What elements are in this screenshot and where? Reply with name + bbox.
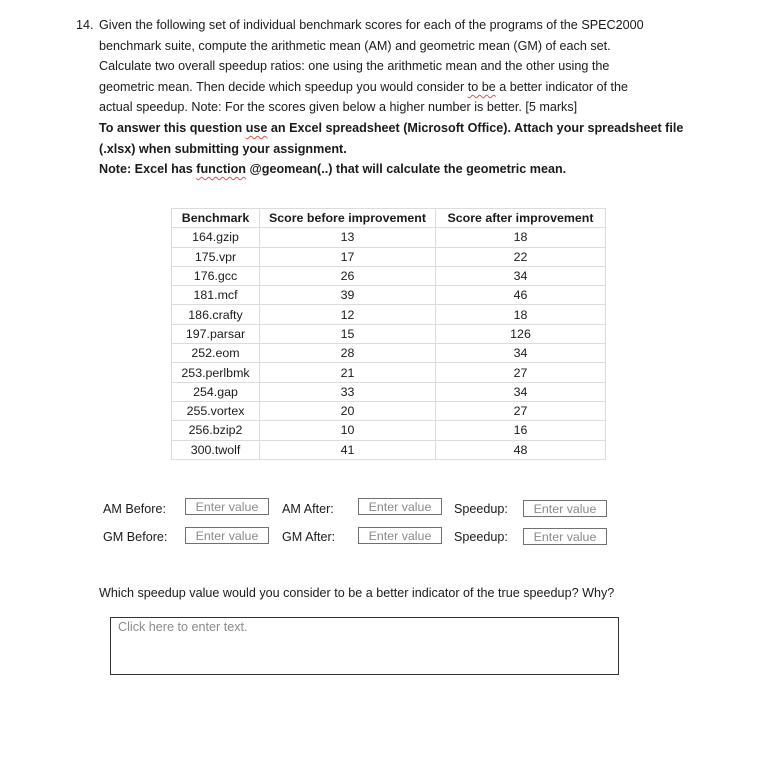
gm-after-input[interactable]: Enter value [358,527,442,544]
table-row [172,266,606,285]
benchmark-cell: 253.perlbmk [172,363,260,382]
score-after-cell: 27 [436,363,606,382]
gm-after-label: GM After: [282,530,336,544]
score-after-cell: 126 [436,324,606,343]
table-row [172,247,606,266]
question-block [76,15,716,180]
benchmark-cell: 197.parsar [172,324,260,343]
column-header-score-before: Score before improvement [260,209,436,228]
table-row [172,324,606,343]
gm-before-input[interactable]: Enter value [185,527,269,544]
score-after-cell: 18 [436,305,606,324]
score-before-cell: 21 [260,363,436,382]
spellcheck-underlined-text: use [245,120,268,135]
benchmark-cell: 164.gzip [172,228,260,247]
question-line: Given the following set of individual benchmark scores for each of the programs of the SPEC2000 [99,18,644,32]
table-row [172,363,606,382]
score-before-cell: 26 [260,266,436,285]
score-before-cell: 41 [260,440,436,459]
table-row [172,305,606,324]
am-speedup-input[interactable]: Enter value [523,500,607,517]
question-text-segment: geometric mean. Then decide which speedup you would consider [99,79,468,94]
answer-textbox[interactable]: Click here to enter text. [110,617,619,675]
gm-before-label: GM Before: [103,530,168,544]
benchmark-cell: 181.mcf [172,286,260,305]
instruction-text-segment: To answer this question [99,120,246,135]
table-header-row [172,209,606,228]
score-before-cell: 39 [260,286,436,305]
score-after-cell: 16 [436,421,606,440]
gm-speedup-input[interactable]: Enter value [523,528,607,545]
benchmark-cell: 175.vpr [172,247,260,266]
column-header-benchmark: Benchmark [172,209,260,228]
benchmark-cell: 254.gap [172,382,260,401]
score-after-cell: 34 [436,344,606,363]
instruction-line [99,118,716,139]
table-row [172,401,606,420]
table-row [172,440,606,459]
follow-up-question: Which speedup value would you consider to be a better indicator of the true speedup? Why? [99,586,615,600]
score-after-cell: 34 [436,382,606,401]
score-before-cell: 33 [260,382,436,401]
table-row [172,421,606,440]
score-before-cell: 17 [260,247,436,266]
gm-speedup-label: Speedup: [454,530,508,544]
score-after-cell: 48 [436,440,606,459]
question-line: benchmark suite, compute the arithmetic mean (AM) and geometric mean (GM) of each set. [99,38,611,53]
benchmark-cell: 256.bzip2 [172,421,260,440]
score-after-cell: 18 [436,228,606,247]
question-number: 14. [76,18,94,32]
am-before-label: AM Before: [103,502,166,516]
question-line [99,77,716,98]
score-after-cell: 22 [436,247,606,266]
am-speedup-label: Speedup: [454,502,508,516]
score-before-cell: 20 [260,401,436,420]
spellcheck-underlined-text: function [196,162,246,177]
benchmark-cell: 255.vortex [172,401,260,420]
question-line: Calculate two overall speedup ratios: one using the arithmetic mean and the other using the [99,59,610,74]
note-line [99,159,716,180]
benchmark-cell: 176.gcc [172,266,260,285]
question-text [99,15,716,180]
score-after-cell: 46 [436,286,606,305]
question-line: actual speedup. Note: For the scores given below a higher number is better. [5 marks] [99,100,578,115]
note-text-segment: @geomean(..) that will calculate the geometric mean. [245,162,567,177]
instruction-text-segment: an Excel spreadsheet (Microsoft Office). Attach your spreadsheet file [267,120,684,135]
column-header-score-after: Score after improvement [436,209,606,228]
score-before-cell: 15 [260,324,436,343]
am-before-input[interactable]: Enter value [185,498,269,515]
benchmark-cell: 300.twolf [172,440,260,459]
score-after-cell: 27 [436,401,606,420]
benchmark-cell: 186.crafty [172,305,260,324]
instruction-line: (.xlsx) when submitting your assignment. [99,141,347,156]
am-after-label: AM After: [282,502,334,516]
score-after-cell: 34 [436,266,606,285]
note-text-segment: Note: Excel has [99,162,197,177]
am-after-input[interactable]: Enter value [358,498,442,515]
table-row [172,286,606,305]
score-before-cell: 13 [260,228,436,247]
spellcheck-underlined-text: to be [467,79,496,94]
score-before-cell: 12 [260,305,436,324]
score-before-cell: 28 [260,344,436,363]
table-row [172,228,606,247]
question-text-segment: a better indicator of the [495,79,629,94]
score-before-cell: 10 [260,421,436,440]
benchmark-table [171,208,606,460]
table-row [172,344,606,363]
benchmark-cell: 252.eom [172,344,260,363]
table-row [172,382,606,401]
